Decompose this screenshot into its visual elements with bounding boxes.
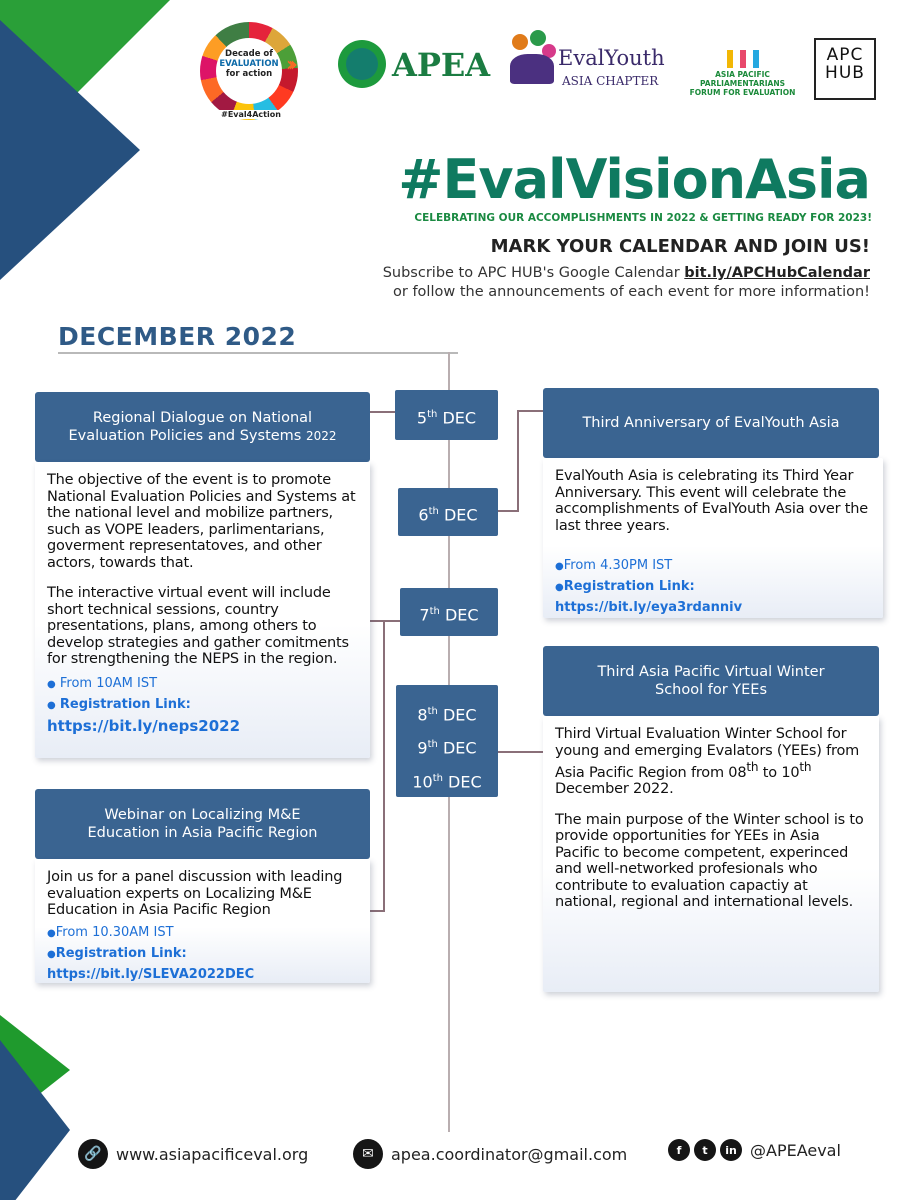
corner-blue-triangle-bottom — [0, 1040, 70, 1200]
apc-hub-logo: APC HUB — [814, 38, 876, 100]
registration-link[interactable]: https://bit.ly/neps2022 — [47, 716, 241, 735]
tagline: CELEBRATING OUR ACCOMPLISHMENTS IN 2022 & GETTING READY FOR 2023! — [414, 212, 872, 224]
apea-logo: APEA — [338, 40, 483, 90]
mark-your-calendar: MARK YOUR CALENDAR AND JOIN US! — [490, 236, 870, 257]
connector — [370, 910, 385, 912]
corner-blue-triangle-top — [0, 20, 140, 280]
event-winter-title: Third Asia Pacific Virtual Winter School for YEEs — [543, 646, 879, 716]
registration-link[interactable]: https://bit.ly/SLEVA2022DEC — [47, 966, 255, 982]
date-5-dec: 5th DEC — [395, 390, 498, 440]
date-7-dec: 7th DEC — [400, 588, 498, 636]
subscribe-text: Subscribe to APC HUB's Google Calendar bit.ly/APCHubCalendar or follow the announcements of each event for more information! — [382, 265, 870, 300]
date-9-dec: 9th DEC — [417, 738, 477, 758]
event-dialogue-card: The objective of the event is to promote National Evaluation Policies and Systems at the national level and mobilize partners, such as VOPE leaders, parlimentarians, goverment representatoves, and other actors, towards that. The interactive virtual event will include short technical sessions, country presentations, plans, among others to develop strategies and gather comitments for strengthening the NEPS in the region. ● From 10AM IST ● Registration Link: https://bit.ly/neps2022 — [35, 462, 370, 758]
date-8-dec: 8th DEC — [417, 705, 477, 725]
evalyouth-logo: EvalYouth ASIA CHAPTER — [508, 30, 673, 95]
date-8-10-dec — [396, 685, 498, 797]
event-webinar-time: ●From 10.30AM IST — [47, 924, 174, 940]
pillars-icon — [680, 50, 805, 70]
hashtag-title: #EvalVisionAsia — [398, 148, 870, 211]
footer-email[interactable]: ✉ apea.coordinator@gmail.com — [353, 1139, 627, 1169]
event-anniversary-card: EvalYouth Asia is celebrating its Third Year Anniversary. This event will celebrate the accomplishments of EvalYouth Asia over the last three years. ●From 4.30PM IST ●Registration Link: https://bit.ly/eya3rdanniv — [543, 458, 883, 618]
globe-icon — [338, 40, 386, 88]
footer-website[interactable]: 🔗 www.asiapacificeval.org — [78, 1139, 308, 1169]
connector — [383, 622, 385, 912]
event-anniversary-time: ●From 4.30PM IST — [555, 558, 673, 573]
linkedin-icon[interactable]: in — [720, 1139, 742, 1161]
decade-of-evaluation-logo: Decade of EVALUATION for action ››› #Eval4Action — [200, 22, 318, 120]
event-webinar-card: Join us for a panel discussion with leading evaluation experts on Localizing M&E Education in Asia Pacific Region ●From 10.30AM IST ●Registration Link: https://bit.ly/SLEVA2022DEC — [35, 859, 370, 983]
connector — [498, 751, 543, 753]
footer-social: f t in @APEAeval — [668, 1139, 841, 1161]
registration-link[interactable]: https://bit.ly/eya3rdanniv — [555, 600, 743, 615]
link-icon: 🔗 — [78, 1139, 108, 1169]
event-winter-card: Third Virtual Evaluation Winter School for young and emerging Evalators (YEEs) from Asia Pacific Region from 08th to 10th December 2022. The main purpose of the Winter school is to provide opportunities for YEEs in Asia Pacific to become competent, experinced and well-networked profesionals who contribute to evaluation capactiy at national, regional and international levels. — [543, 716, 879, 992]
evalyouth-people-icon — [508, 30, 556, 92]
calendar-link[interactable]: bit.ly/APCHubCalendar — [684, 265, 870, 281]
event-anniversary-title: Third Anniversary of EvalYouth Asia — [543, 388, 879, 458]
event-dialogue-time: ● From 10AM IST — [47, 675, 158, 691]
month-heading: DECEMBER 2022 — [58, 322, 297, 351]
connector — [370, 411, 396, 413]
connector — [498, 510, 518, 512]
arrows-icon: ››› — [286, 52, 292, 76]
connector — [517, 410, 543, 412]
event-webinar-title: Webinar on Localizing M&E Education in Asia Pacific Region — [35, 789, 370, 859]
twitter-icon[interactable]: t — [694, 1139, 716, 1161]
parliamentarians-forum-logo: ASIA PACIFIC PARLIAMENTARIANS FORUM FOR EVALUATION — [680, 50, 805, 90]
date-10-dec: 10th DEC — [412, 771, 482, 791]
connector — [370, 620, 400, 622]
connector — [517, 410, 519, 512]
event-dialogue-title: Regional Dialogue on National Evaluation Policies and Systems 2022 — [35, 392, 370, 462]
date-6-dec: 6th DEC — [398, 488, 498, 536]
mail-icon: ✉ — [353, 1139, 383, 1169]
divider — [58, 352, 458, 354]
facebook-icon[interactable]: f — [668, 1139, 690, 1161]
